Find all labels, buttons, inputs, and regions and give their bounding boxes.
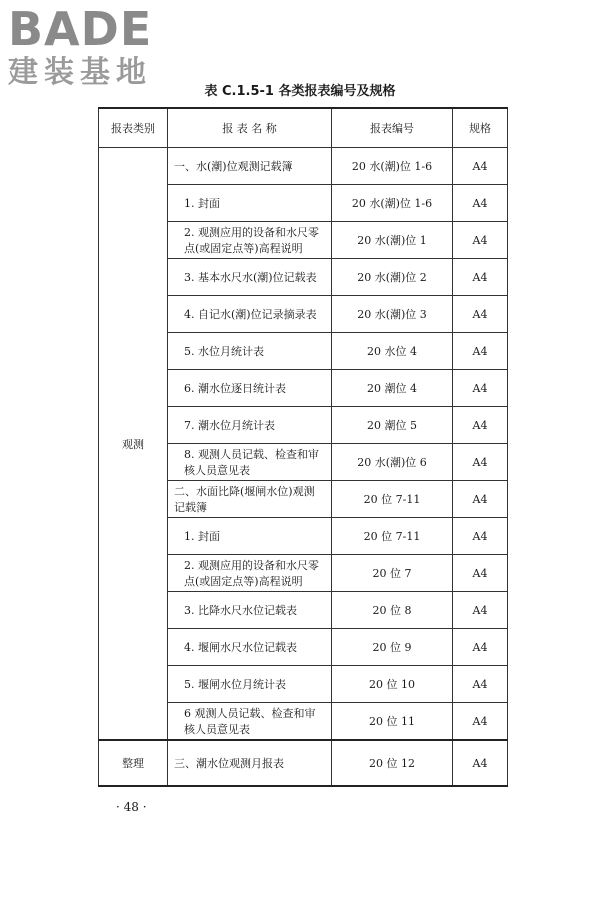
row-name: 1. 封面 — [168, 185, 332, 222]
row-code: 20 水(潮)位 3 — [332, 296, 453, 333]
header-category: 报表类别 — [99, 108, 168, 148]
row-spec: A4 — [453, 481, 508, 518]
row-code: 20 位 7 — [332, 555, 453, 592]
row-spec: A4 — [453, 703, 508, 741]
row-name: 4. 自记水(潮)位记录摘录表 — [168, 296, 332, 333]
header-code: 报表编号 — [332, 108, 453, 148]
row-code: 20 位 7-11 — [332, 481, 453, 518]
table-row — [99, 740, 508, 786]
row-code: 20 位 9 — [332, 629, 453, 666]
row-code: 20 位 10 — [332, 666, 453, 703]
row-spec: A4 — [453, 370, 508, 407]
row-name: 2. 观测应用的设备和水尺零点(或固定点等)高程说明 — [168, 222, 332, 259]
row-spec: A4 — [453, 222, 508, 259]
row-code: 20 水(潮)位 6 — [332, 444, 453, 481]
row-name: 8. 观测人员记载、检查和审核人员意见表 — [168, 444, 332, 481]
row-code: 20 位 7-11 — [332, 518, 453, 555]
row-spec: A4 — [453, 333, 508, 370]
row-name: 5. 堰闸水位月统计表 — [168, 666, 332, 703]
page-number: · 48 · — [116, 800, 147, 814]
row-spec: A4 — [453, 185, 508, 222]
row-spec: A4 — [453, 407, 508, 444]
row-spec: A4 — [453, 592, 508, 629]
row-name: 5. 水位月统计表 — [168, 333, 332, 370]
row-code: 20 潮位 5 — [332, 407, 453, 444]
header-spec: 规格 — [453, 108, 508, 148]
report-table — [98, 107, 508, 787]
row-name: 7. 潮水位月统计表 — [168, 407, 332, 444]
row-code: 20 位 11 — [332, 703, 453, 741]
row-code: 20 位 8 — [332, 592, 453, 629]
row-spec: A4 — [453, 629, 508, 666]
row-name: 1. 封面 — [168, 518, 332, 555]
logo — [8, 4, 178, 90]
category-observe: 观测 — [99, 148, 168, 741]
table-caption: 表 C.1.5-1 各类报表编号及规格 — [204, 84, 396, 99]
row-name: 3. 基本水尺水(潮)位记载表 — [168, 259, 332, 296]
row-code: 20 潮位 4 — [332, 370, 453, 407]
row-name: 一、水(潮)位观测记载簿 — [168, 148, 332, 185]
logo-subtitle: 建装基地 — [8, 55, 152, 90]
row-name: 三、潮水位观测月报表 — [168, 740, 332, 786]
row-code: 20 水(潮)位 2 — [332, 259, 453, 296]
logo-text: BADE — [8, 2, 153, 56]
header-row — [99, 108, 508, 148]
row-spec: A4 — [453, 444, 508, 481]
header-name: 报 表 名 称 — [168, 108, 332, 148]
row-code: 20 水位 4 — [332, 333, 453, 370]
table-row — [99, 148, 508, 185]
row-name: 2. 观测应用的设备和水尺零点(或固定点等)高程说明 — [168, 555, 332, 592]
row-spec: A4 — [453, 148, 508, 185]
row-spec: A4 — [453, 740, 508, 786]
row-spec: A4 — [453, 259, 508, 296]
row-name: 4. 堰闸水尺水位记载表 — [168, 629, 332, 666]
row-code: 20 位 12 — [332, 740, 453, 786]
row-code: 20 水(潮)位 1-6 — [332, 148, 453, 185]
category-organize: 整理 — [99, 740, 168, 786]
row-spec: A4 — [453, 518, 508, 555]
row-code: 20 水(潮)位 1 — [332, 222, 453, 259]
row-spec: A4 — [453, 555, 508, 592]
row-name: 6 观测人员记载、检查和审核人员意见表 — [168, 703, 332, 741]
row-code: 20 水(潮)位 1-6 — [332, 185, 453, 222]
row-spec: A4 — [453, 666, 508, 703]
row-name: 3. 比降水尺水位记载表 — [168, 592, 332, 629]
row-name: 二、水面比降(堰闸水位)观测记载簿 — [168, 481, 332, 518]
row-spec: A4 — [453, 296, 508, 333]
row-name: 6. 潮水位逐日统计表 — [168, 370, 332, 407]
